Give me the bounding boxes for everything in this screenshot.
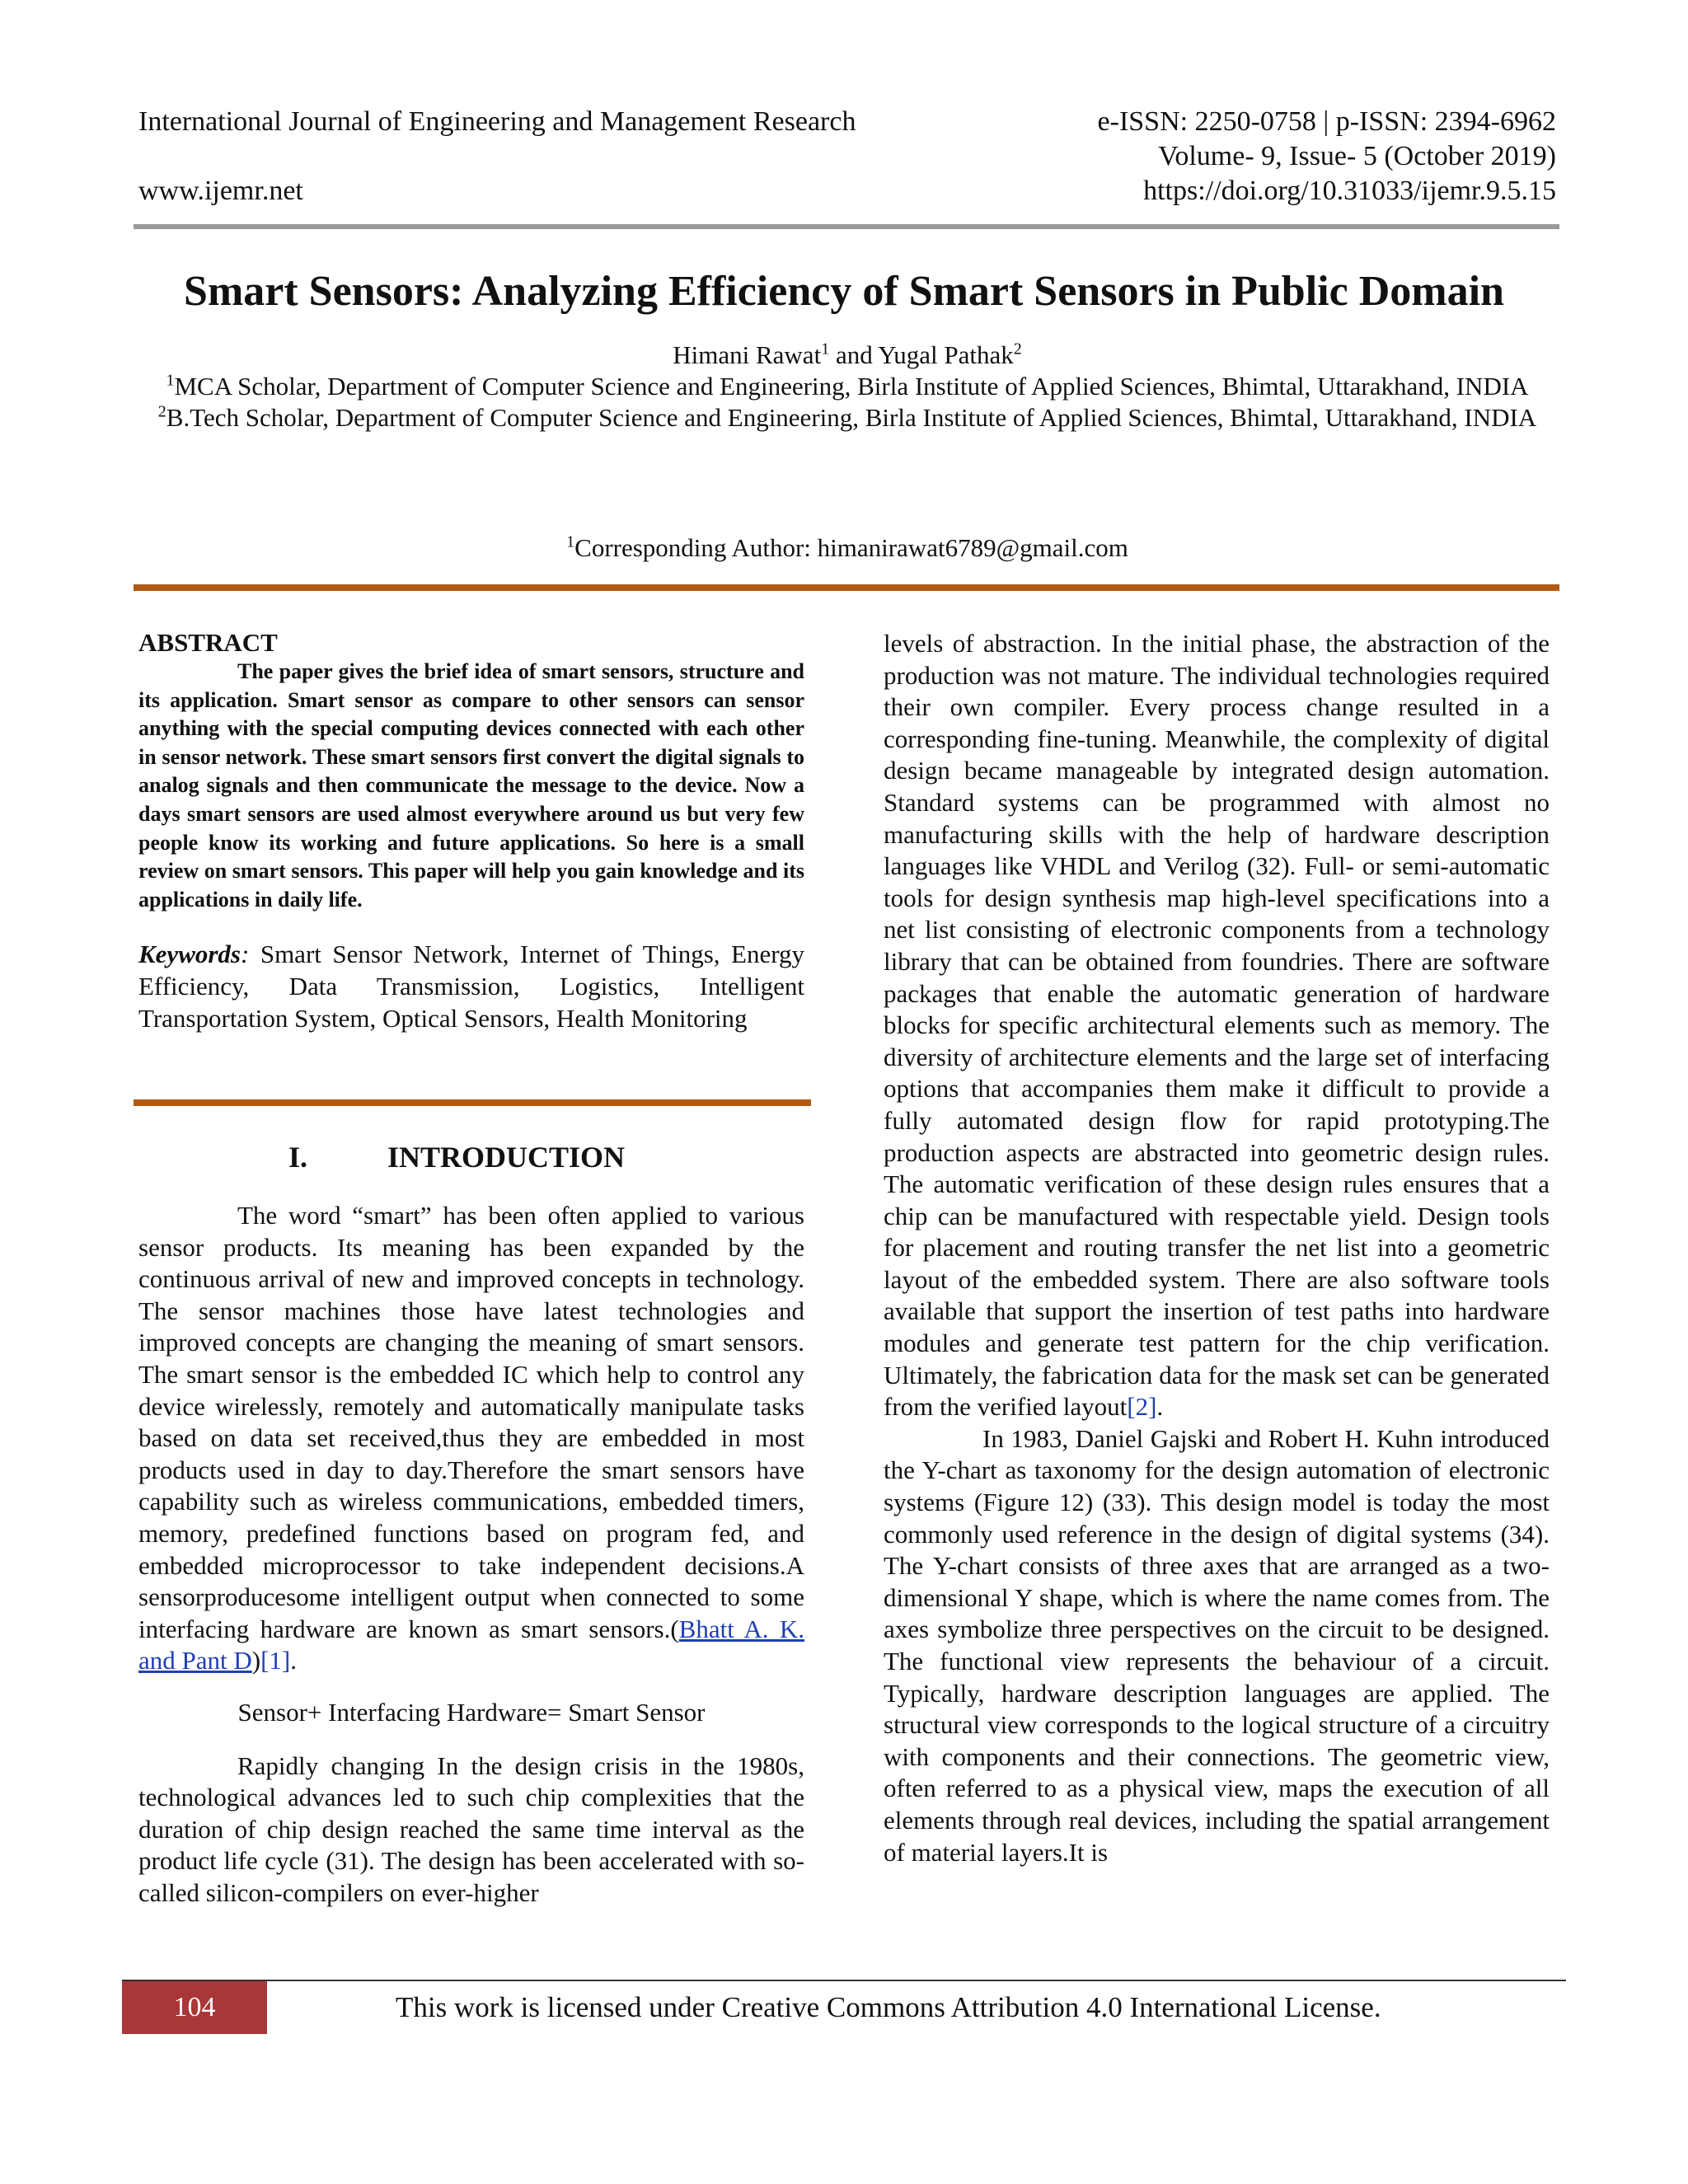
abstract-divider <box>134 1099 811 1106</box>
running-header-bottom <box>138 175 1556 208</box>
corresponding-sup: 1 <box>566 532 575 551</box>
affiliation-1 <box>138 371 1556 402</box>
keywords-label: Keywords <box>138 940 241 969</box>
author-and: and <box>829 340 879 369</box>
running-header-volume <box>138 140 1556 173</box>
section-title: INTRODUCTION <box>387 1141 626 1174</box>
right-paragraph-1 <box>884 628 1550 1423</box>
intro-paragraph-2: Rapidly changing In the design crisis in the 1980s, technological advances led to such chip complexities that the duration of chip design reached the same time interval as the product life cycle (31). The design has been accelerated with so-called silicon-compilers on ever-higher <box>138 1750 804 1907</box>
reference-2-link[interactable]: [2] <box>1127 1392 1157 1422</box>
author-2-sup: 2 <box>1013 340 1022 359</box>
author-2: Yugal Pathak <box>878 340 1014 369</box>
introduction-body <box>138 1200 804 1909</box>
title-divider <box>134 584 1559 591</box>
affiliation-2-sup: 2 <box>157 402 166 421</box>
corresponding-author <box>138 532 1556 564</box>
affiliation-1-sup: 1 <box>166 371 175 390</box>
author-names <box>138 340 1556 371</box>
header-divider <box>134 224 1559 229</box>
right-column <box>884 628 1550 1868</box>
intro-paragraph-1-end: . <box>290 1646 297 1675</box>
website: www.ijemr.net <box>138 176 303 206</box>
keywords-text: Smart Sensor Network, Internet of Things, Energy Efficiency, Data Transmission, Logistics, Intelligent Transportation System, Optical Sensors, Health Monitoring <box>138 940 811 1033</box>
section-number: I. <box>288 1141 308 1174</box>
volume-issue: Volume- 9, Issue- 5 (October 2019) <box>1158 141 1556 171</box>
journal-name: International Journal of Engineering and Management Research <box>138 106 856 137</box>
affiliation-2-text: B.Tech Scholar, Department of Computer Science and Engineering, Birla Institute of Applied Sciences, Bhimtal, Uttarakhand, INDIA <box>166 403 1537 432</box>
right-paragraph-1-end: . <box>1156 1392 1164 1422</box>
abstract-column <box>138 628 811 1034</box>
intro-paragraph-1-text: The word “smart” has been often applied to various sensor products. Its meaning has been expanded by the continuous arrival of new and improved concepts in technology. The sensor machines those have latest technologies and improved concepts are changing the meaning of smart sensors. The smart sensor is the embedded IC which help to control any device wirelessly, remotely and automatically manipulate tasks based on data set received,thus they are embedded in most products used in day to day.Therefore the smart sensors have capability such as wireless communications, embedded timers, memory, predefined functions based on program fed, and embedded microprocessor to take independent decisions.A sensorproducesome intelligent output when connected to some interfacing hardware are known as smart sensors.( <box>138 1201 804 1643</box>
affiliation-1-text: MCA Scholar, Department of Computer Science and Engineering, Birla Institute of Applied Sciences, Bhimtal, Uttarakhand, INDIA <box>174 372 1529 401</box>
paper-title: Smart Sensors: Analyzing Efficiency of Smart Sensors in Public Domain <box>184 268 1504 315</box>
affiliation-2 <box>138 402 1556 434</box>
author-block <box>138 340 1556 434</box>
corresponding-text: Corresponding Author: himanirawat6789@gmail.com <box>574 533 1128 562</box>
keywords-colon: : <box>241 940 250 969</box>
abstract-heading: ABSTRACT <box>138 628 278 657</box>
right-paragraph-1-text: levels of abstraction. In the initial phase, the abstraction of the production was not mature. The individual technologies required their own compiler. Every process change resulted in a corresponding fine-tuning. Meanwhile, the complexity of digital design became manageable by integrated design automation. Standard systems can be programmed with almost no manufacturing skills with the help of hardware description languages like VHDL and Verilog (32). Full- or semi-automatic tools for design synthesis map high-level specifications into a net list consisting of electronic components from a technology library that can be obtained from foundries. There are software packages that enable the automatic generation of hardware blocks for specific architectural elements such as memory. The diversity of architecture elements and the large set of interfacing options that accompanies them make it difficult to provide a fully automated design flow for rapid prototyping.The production aspects are abstracted into geometric design rules. The automatic verification of these design rules ensures that a chip can be manufactured with respectable yield. Design tools for placement and routing transfer the net list into a geometric layout of the embedded system. There are also software tools available that support the insertion of test paths into hardware modules and generate test pattern for the chip verification. Ultimately, the fabrication data for the mask set can be generated from the verified layout <box>884 629 1550 1422</box>
citation-link-bhatt[interactable]: Bhatt A. K. and Pant D <box>138 1614 804 1675</box>
author-1-sup: 1 <box>821 340 830 359</box>
doi: https://doi.org/10.31033/ijemr.9.5.15 <box>1143 176 1556 206</box>
citation-close: ) <box>251 1646 261 1675</box>
page-number: 104 <box>122 1981 267 2034</box>
smart-sensor-equation: Sensor+ Interfacing Hardware= Smart Sensor <box>237 1697 706 1727</box>
author-1: Himani Rawat <box>673 340 822 369</box>
issn: e-ISSN: 2250-0758 | p-ISSN: 2394-6962 <box>1097 106 1556 137</box>
keywords <box>138 939 811 1034</box>
right-paragraph-2: In 1983, Daniel Gajski and Robert H. Kuhn introduced the Y-chart as taxonomy for the design automation of electronic systems (Figure 12) (33). This design model is today the most commonly used reference in the design of digital systems (34). The Y-chart consists of three axes that are arranged as a two-dimensional Y shape, which is where the name comes from. The axes symbolize three perspectives on the circuit to be designed. The functional view represents the behaviour of a circuit. Typically, hardware description languages are applied. The structural view corresponds to the logical structure of a circuitry with components and their connections. The geometric view, often referred to as a physical view, maps the execution of all elements through real devices, including the spatial arrangement of material layers.It is <box>884 1423 1550 1867</box>
running-header-top <box>138 105 1556 138</box>
intro-paragraph-1 <box>138 1200 804 1677</box>
reference-1-link[interactable]: [1] <box>260 1646 291 1675</box>
abstract-body: The paper gives the brief idea of smart sensors, structure and its application. Smart sensor as compare to other sensors can sensor anything with the special computing devices connected with each other in sensor network. These smart sensors first convert the digital signals to analog signals and then communicate the message to the device. Now a days smart sensors are used almost everywhere around us but very few people know its working and future applications. So here is a small review on smart sensors. This paper will help you gain knowledge and its applications in daily life. <box>138 659 804 912</box>
license-notice: This work is licensed under Creative Commons Attribution 4.0 International License. <box>396 1991 1381 2023</box>
